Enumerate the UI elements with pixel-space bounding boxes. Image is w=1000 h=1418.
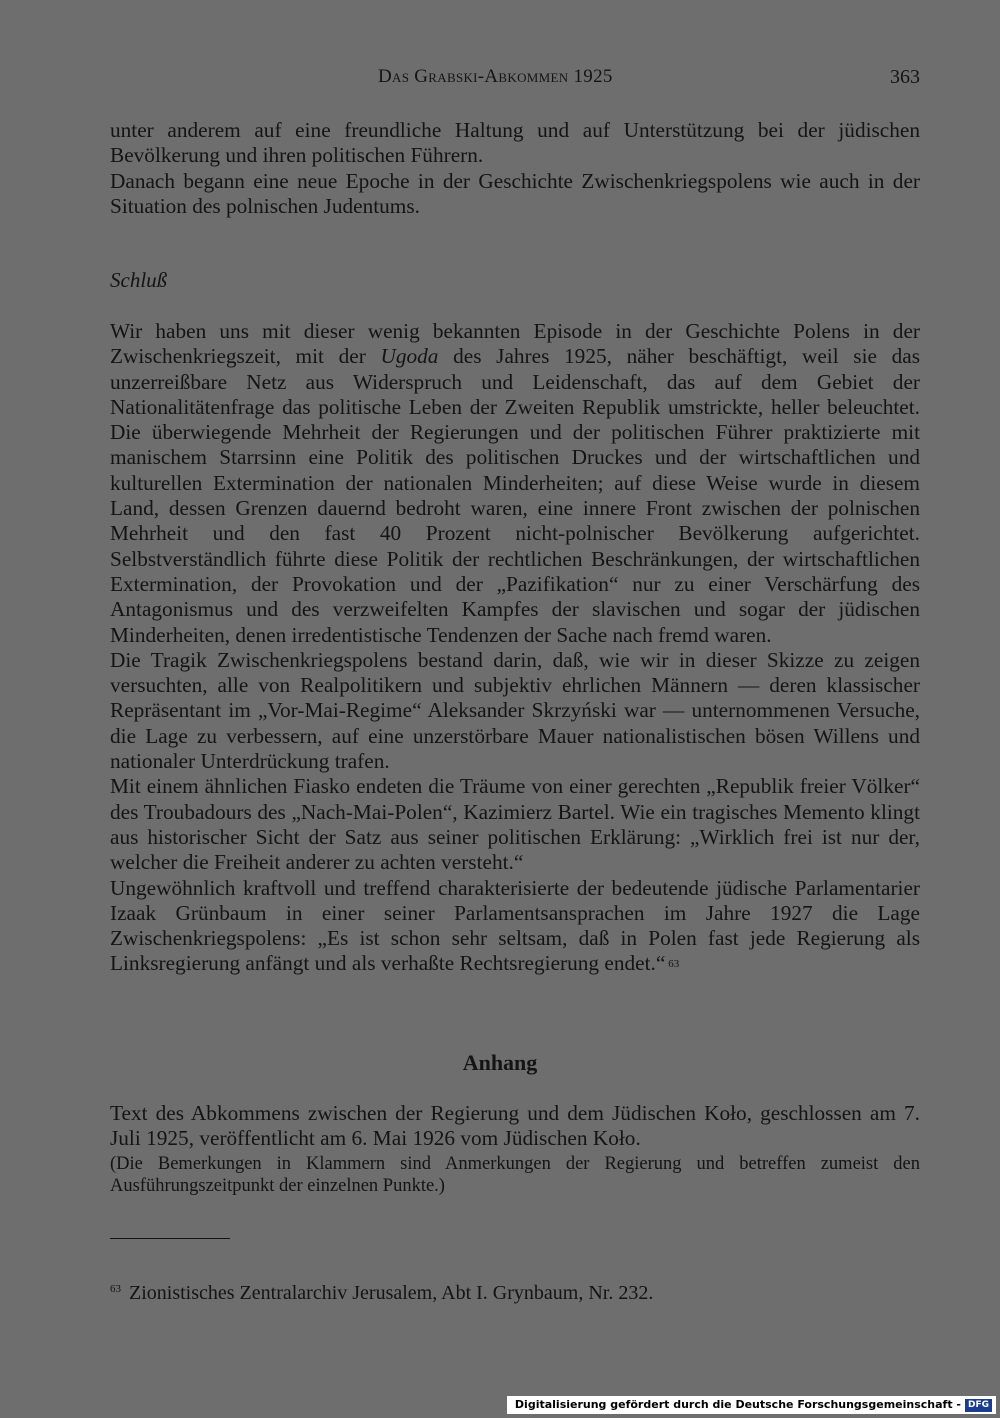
footnote-number: 63 bbox=[110, 1283, 121, 1295]
intro-paragraph-2: Danach begann eine neue Epoche in der Geschichte Zwischenkriegspolens wie auch in der Situation des polnischen Judentums. bbox=[110, 168, 920, 218]
anhang-paragraph-1: Text des Abkommens zwischen der Regierung und dem Jüdischen Koło, geschlossen am 7. Juli 1925, veröffentlicht am 6. Mai 1926 vom Jüdischen Koło. bbox=[110, 1101, 920, 1151]
footnote-reference[interactable]: 63 bbox=[668, 958, 680, 971]
running-head bbox=[110, 66, 920, 94]
anhang-note-block bbox=[110, 1153, 920, 1197]
schluss-p1-start: Wir haben uns mit dieser wenig bekannten Episode in der Geschichte Polens in der Zwischenkriegszeit, mit der bbox=[110, 319, 920, 369]
running-title: Das Grabski-Abkommen 1925 bbox=[378, 66, 613, 87]
footnote-rule bbox=[110, 1238, 230, 1239]
schluss-p1-italic: Ugoda bbox=[380, 344, 439, 369]
dfg-logo: DFG bbox=[965, 1399, 992, 1412]
footnote bbox=[110, 1282, 920, 1305]
intro-paragraph-1: unter anderem auf eine freundliche Haltung und auf Unterstützung bei der jüdischen Bevölkerung und ihren politischen Führern. bbox=[110, 118, 920, 168]
schluss-p4-text: Ungewöhnlich kraftvoll und treffend charakterisierte der bedeutende jüdische Parlamentarier Izaak Grünbaum in einer seiner Parlamentsansprachen im Jahre 1927 die Lage Zwischenkriegspolens: „Es ist schon sehr seltsam, daß in Polen fast jede Regierung als Linksregierung anfängt und als verhaßte Rechtsregierung endet.“ bbox=[110, 875, 920, 976]
schluss-p1-end: des Jahres 1925, näher beschäftigt, weil sie das unzerreißbare Netz aus Widerspruch und Leidenschaft, das auf dem Gebiet der Nationalitätenfrage das politische Leben der Zweiten Republik umstrickte, heller beleuchtet. Die überwiegende Mehrheit der Regierungen und der politischen Führer praktizierte mit manischem Starrsinn eine Politik des politischen Druckes und der wirtschaftlichen und kulturellen Extermination der nationalen Minderheiten; auf diese Weise wurde in diesem Land, dessen Grenzen dauernd bedroht waren, eine innere Front zwischen der polnischen Mehrheit und den fast 40 Prozent nicht-polnischer Bevölkerung aufgerichtet. Selbstverständlich führte diese Politik der rechtlichen Beschränkungen, der wirtschaftlichen Extermination, der Provokation und der „Pazifikation“ nur zu einer Verschärfung des Antagonismus und des verzweifelten Kampfes der slavischen und sogar der jüdischen Minderheiten, denen irredentistische Tendenzen der Sache nach fremd waren. bbox=[110, 344, 920, 647]
anhang-paragraph-2: (Die Bemerkungen in Klammern sind Anmerkungen der Regierung und betreffen zumeist den Ausführungszeitpunkt der einzelnen Punkte.) bbox=[110, 1154, 920, 1196]
anhang-block bbox=[110, 1101, 920, 1152]
schluss-paragraph-2: Die Tragik Zwischenkriegspolens bestand darin, daß, wie wir in dieser Skizze zu zeigen versuchten, alle von Realpolitikern und subjektiv ehrlichen Männern — deren klassischer Repräsentant im „Vor-Mai-Regime“ Aleksander Skrzyński war — unternommenen Versuche, die Lage zu verbessern, auf eine unzerstörbare Mauer nationalistischen bösen Willens und nationaler Unterdrückung trafen. bbox=[110, 647, 920, 774]
intro-block bbox=[110, 118, 920, 219]
page-number: 363 bbox=[890, 66, 920, 88]
funding-banner[interactable] bbox=[507, 1396, 996, 1414]
schluss-paragraph-4 bbox=[110, 876, 920, 977]
section-heading-schluss: Schluß bbox=[110, 268, 168, 292]
schluss-block bbox=[110, 319, 920, 977]
funding-text: Digitalisierung gefördert durch die Deutsche Forschungsgemeinschaft - bbox=[514, 1398, 961, 1411]
schluss-paragraph-1 bbox=[110, 319, 920, 648]
schluss-paragraph-3: Mit einem ähnlichen Fiasko endeten die Träume von einer gerechten „Republik freier Völker“ des Troubadours des „Nach-Mai-Polen“, Kazimierz Bartel. Wie ein tragisches Memento klingt aus historischer Sicht der Satz aus seiner politischen Erklärung: „Wirklich frei ist nur der, welcher die Freiheit anderer zu achten versteht.“ bbox=[110, 774, 920, 875]
section-heading-anhang: Anhang bbox=[462, 1050, 538, 1075]
footnote-text: Zionistisches Zentralarchiv Jerusalem, Abt I. Grynbaum, Nr. 232. bbox=[129, 1282, 654, 1304]
